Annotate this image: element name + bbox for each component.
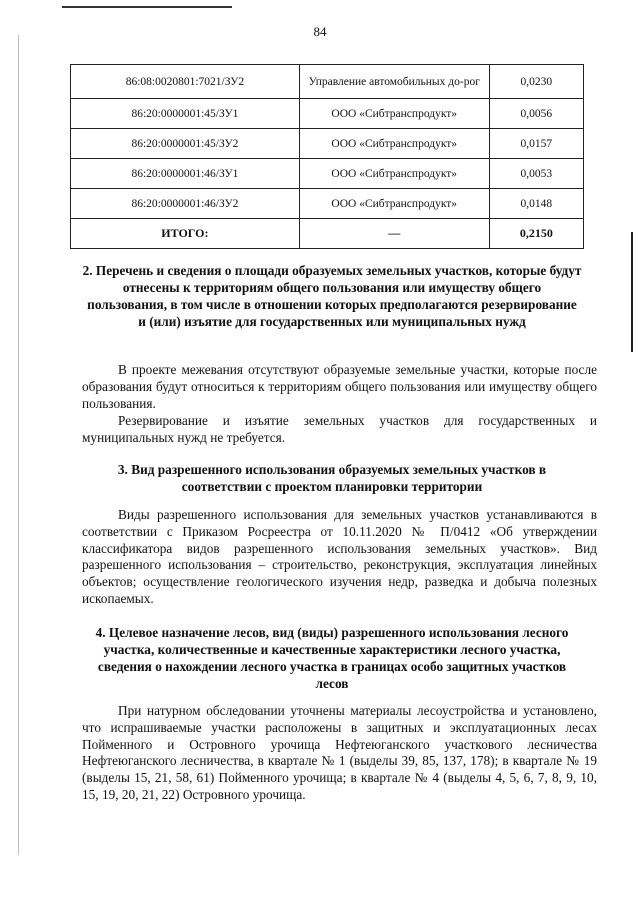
owner-cell: ООО «Сибтранспродукт»	[299, 159, 489, 189]
table-row	[71, 65, 584, 99]
cadastral-cell: 86:08:0020801:7021/ЗУ2	[71, 65, 300, 99]
scan-edge-top	[62, 6, 232, 8]
scan-edge-left	[18, 35, 19, 855]
table-row	[71, 129, 584, 159]
table-row	[71, 159, 584, 189]
table-row	[71, 99, 584, 129]
section-4-paragraph-1: При натурном обследовании уточнены материалы лесоустройства и установлено, что испрашиваемые участки расположены в защитных и эксплуатационных лесах Пойменного и Островного урочища Нефтеюганского участкового лесничества Нефтеюганского лесничества, в квартале № 1 (выделы 39, 85, 137, 178); в квартале № 19 (выделы 15, 21, 58, 61) Пойменного урочища; в квартале № 4 (выделы 4, 5, 6, 7, 8, 9, 10, 15, 19, 20, 21, 22) Островного урочища.	[82, 703, 597, 802]
section-3-heading: 3. Вид разрешенного использования образуемых земельных участков в соответствии с проектом планировки территории	[117, 462, 547, 494]
scan-edge-right	[631, 232, 633, 352]
section-2-heading: 2. Перечень и сведения о площади образуемых земельных участков, которые будут отнесены к территориям общего пользования или имуществу общего пользования, в том числе в отношении которых предполагаются резервирование и (или) изъятие для государственных или муниципальных нужд	[82, 263, 582, 329]
parcels-table	[70, 64, 584, 249]
owner-cell: ООО «Сибтранспродукт»	[299, 99, 489, 129]
table-total-row	[71, 219, 584, 249]
owner-cell: Управление автомобильных до-рог	[299, 65, 489, 99]
area-cell: 0,0053	[489, 159, 583, 189]
area-cell: 0,0157	[489, 129, 583, 159]
cadastral-cell: 86:20:0000001:45/ЗУ1	[71, 99, 300, 129]
page-number: 84	[313, 24, 327, 39]
total-label: ИТОГО:	[71, 219, 300, 249]
area-cell: 0,0056	[489, 99, 583, 129]
section-4-heading: 4. Целевое назначение лесов, вид (виды) разрешенного использования лесного участка, количественные и качественные характеристики лесного участка, сведения о нахождении лесного участка в границах особо защитных участков лесов	[95, 625, 569, 691]
area-cell: 0,0230	[489, 65, 583, 99]
owner-cell: ООО «Сибтранспродукт»	[299, 189, 489, 219]
area-cell: 0,0148	[489, 189, 583, 219]
section-3-paragraph-1: Виды разрешенного использования для земельных участков устанавливаются в соответствии с Приказом Росреестра от 10.11.2020 № П/0412 «Об утверждении классификатора видов разрешенного использования земельных участков». Вид разрешенного использования – строительство, реконструкция, эксплуатация линейных объектов; осуществление геологического изучения недр, разведка и добыча полезных ископаемых.	[82, 507, 597, 606]
section-2-paragraph-2: Резервирование и изъятие земельных участков для государственных и муниципальных нужд не требуется.	[82, 413, 597, 445]
table-row	[71, 189, 584, 219]
cadastral-cell: 86:20:0000001:46/ЗУ2	[71, 189, 300, 219]
owner-cell: ООО «Сибтранспродукт»	[299, 129, 489, 159]
total-area: 0,2150	[489, 219, 583, 249]
total-owner: —	[299, 219, 489, 249]
cadastral-cell: 86:20:0000001:45/ЗУ2	[71, 129, 300, 159]
cadastral-cell: 86:20:0000001:46/ЗУ1	[71, 159, 300, 189]
section-2-paragraph-1: В проекте межевания отсутствуют образуемые земельные участки, которые после образования будут относиться к территориям общего пользования или имуществу общего пользования.	[82, 362, 597, 411]
